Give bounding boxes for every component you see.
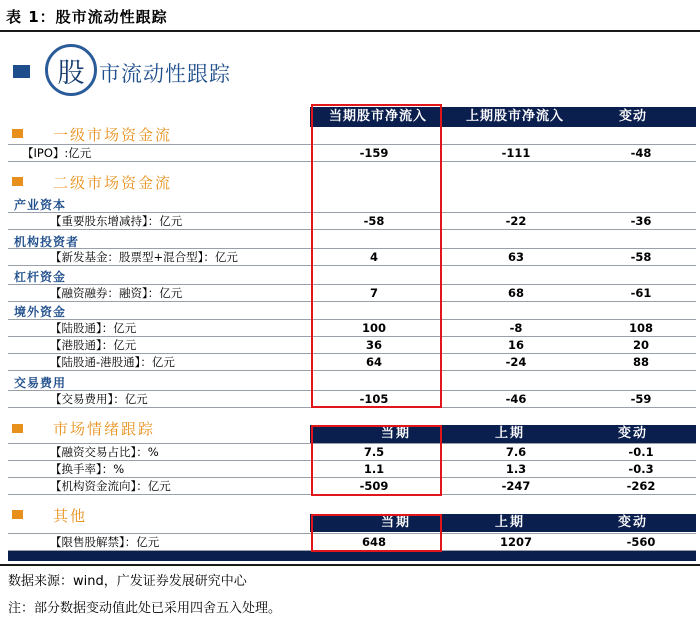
row-label: 【限售股解禁】：亿元: [50, 535, 160, 549]
row-change: 108: [628, 321, 653, 335]
banner-circle-char: 股: [57, 57, 85, 89]
row-label: 【陆股通】：亿元: [50, 321, 137, 335]
row-change: -560: [626, 535, 656, 549]
row-previous: 1207: [499, 535, 532, 549]
section-title-sentiment: 市场情绪跟踪: [53, 420, 156, 438]
row-label: 【融资交易占比】：%: [50, 445, 159, 459]
row-change: 20: [632, 338, 649, 352]
row-label: 【新发基金：股票型+混合型】：亿元: [50, 250, 238, 264]
header-change: 变动: [617, 515, 648, 530]
subsection-leverage: 杠杆资金: [14, 270, 67, 284]
row-previous: -24: [505, 355, 527, 369]
row-label: 【融资融券：融资】：亿元: [50, 286, 183, 300]
row-current: -509: [359, 479, 389, 493]
footer-source: 数据来源：wind，广发证券发展研究中心: [8, 574, 247, 589]
row-label: 【陆股通-港股通】：亿元: [50, 355, 175, 369]
table-caption: 表 1：股市流动性跟踪: [6, 8, 168, 26]
highlight-box-current-flow: [311, 104, 442, 408]
row-change: -61: [630, 286, 652, 300]
row-current: 100: [361, 321, 386, 335]
row-previous: 16: [507, 338, 524, 352]
row-change: -48: [630, 146, 652, 160]
subsection-industrial: 产业资本: [14, 198, 67, 212]
header-previous: 上期: [494, 426, 525, 441]
row-change: -59: [630, 392, 652, 406]
subsection-fees: 交易费用: [14, 376, 67, 390]
row-current: 7: [369, 286, 378, 300]
section-title-secondary: 二级市场资金流: [53, 174, 173, 192]
row-current: -159: [359, 146, 389, 160]
row-current: 7.5: [363, 445, 385, 459]
row-current: -105: [359, 392, 389, 406]
section-title-other: 其他: [53, 507, 88, 525]
row-current: -58: [363, 214, 385, 228]
row-previous: -111: [501, 146, 531, 160]
row-previous: -22: [505, 214, 527, 228]
row-change: -58: [630, 250, 652, 264]
row-label: 【机构资金流向】：亿元: [50, 479, 171, 493]
subsection-institutional: 机构投资者: [14, 235, 80, 249]
banner-square-icon: [13, 65, 30, 78]
row-previous: 63: [507, 250, 524, 264]
row-change: -0.1: [628, 445, 654, 459]
bottom-bar: [8, 551, 696, 561]
row-current: 4: [369, 250, 378, 264]
row-previous: -247: [501, 479, 531, 493]
subsection-foreign: 境外资金: [14, 305, 67, 319]
section-marker-icon: [12, 177, 23, 186]
header-current: 当期: [380, 426, 411, 441]
row-previous: -46: [505, 392, 527, 406]
highlight-box-current-other: [311, 514, 442, 552]
highlight-box-current-sentiment: [311, 425, 442, 496]
section-marker-icon: [12, 129, 23, 138]
row-change: -262: [626, 479, 656, 493]
banner-title: 市流动性跟踪: [99, 62, 231, 86]
row-previous: 1.3: [505, 462, 527, 476]
row-previous: 7.6: [505, 445, 527, 459]
banner-circle-badge: [45, 44, 97, 96]
row-label: 【港股通】：亿元: [50, 338, 137, 352]
section-marker-icon: [12, 510, 23, 519]
row-label: 【IPO】:亿元: [22, 146, 92, 160]
header-change: 变动: [617, 426, 648, 441]
section-marker-icon: [12, 424, 23, 433]
row-label: 【交易费用】：亿元: [50, 392, 148, 406]
header-current: 当期: [380, 515, 411, 530]
row-change: -0.3: [628, 462, 654, 476]
row-current: 36: [365, 338, 382, 352]
row-change: 88: [632, 355, 649, 369]
header-change: 变动: [618, 109, 647, 124]
row-current: 64: [365, 355, 382, 369]
section-title-primary: 一级市场资金流: [53, 126, 173, 144]
header-current: 当期股市净流入: [328, 109, 427, 124]
row-current: 648: [361, 535, 386, 549]
row-change: -36: [630, 214, 652, 228]
top-rule: [0, 30, 700, 32]
row-label: 【换手率】：%: [50, 462, 125, 476]
row-current: 1.1: [363, 462, 385, 476]
row-previous: 68: [507, 286, 524, 300]
header-previous: 上期股市净流入: [465, 109, 564, 124]
row-previous: -8: [509, 321, 523, 335]
row-label: 【重要股东增减持】：亿元: [50, 214, 183, 228]
header-previous: 上期: [494, 515, 525, 530]
footer-note: 注：部分数据变动值此处已采用四舍五入处理。: [8, 601, 282, 616]
